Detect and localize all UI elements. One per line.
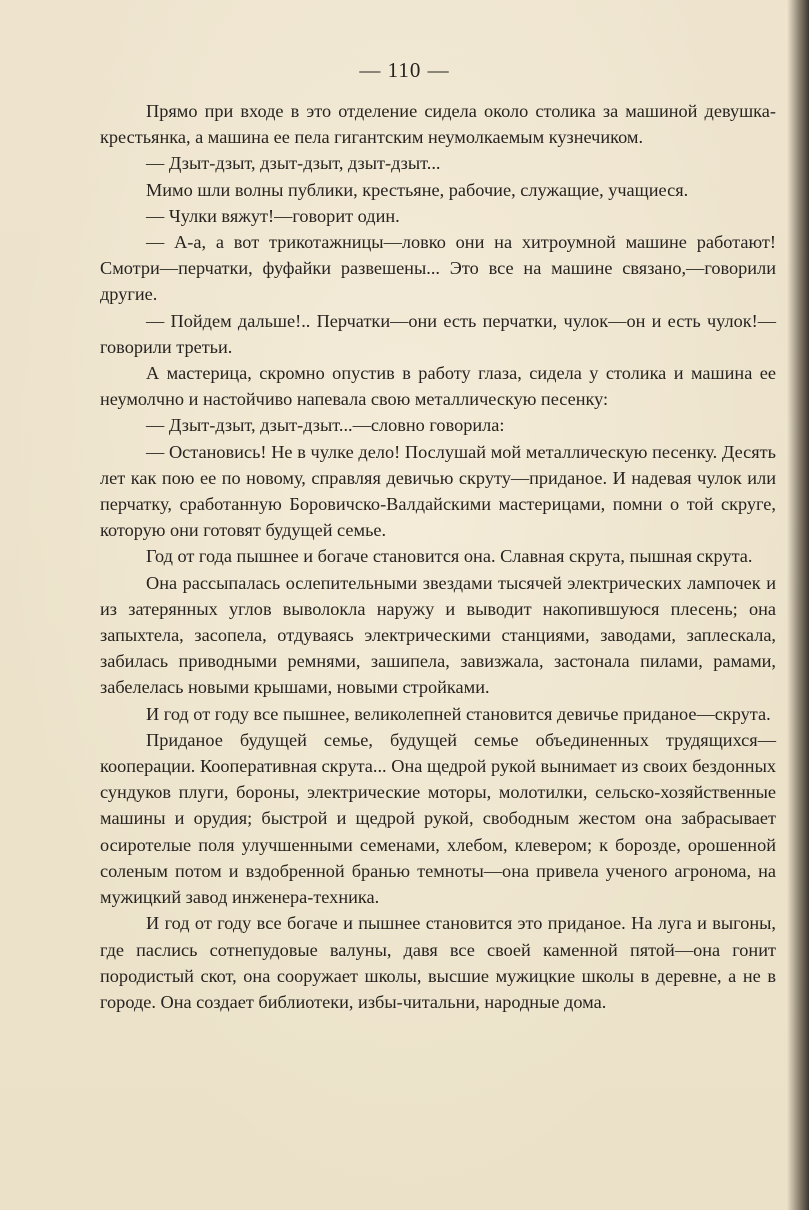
paragraph: А мастерица, скромно опустив в работу глаза, сидела у столика и машина ее неумолчно и настойчиво напевала свою металлическую песенку: [100, 363, 776, 410]
paragraph: — А-а, а вот трикотажницы—ловко они на хитроумной машине работают! Смотри—перчатки, фуфайки развешены... Это все на машине связано,—говорили другие. [100, 232, 776, 305]
paragraph: — Дзыт-дзыт, дзыт-дзыт, дзыт-дзыт... [146, 153, 441, 174]
paragraph: — Дзыт-дзыт, дзыт-дзыт...—словно говорила: [146, 415, 505, 436]
paragraph: Мимо шли волны публики, крестьяне, рабочие, служащие, учащиеся. [146, 179, 689, 200]
paragraph: Приданое будущей семье, будущей семье объединенных трудящихся—кооперации. Кооперативная скрута... Она щедрой рукой вынимает из своих бездонных сундуков плуги, бороны, электрические моторы, молотилки, сельско-хозяйственные машины и орудия; быстрой и щедрой рукой, свободным жестом она забрасывает осиротелые поля улучшенными семенами, хлебом, клевером; к борозде, орошенной соленым потом и вздобренной бранью темноты—она привела ученого агронома, на мужицкий завод инженера-техника. [100, 729, 776, 908]
paragraph: Прямо при входе в это отделение сидела около столика за машиной девушка-крестьянка, а машина ее пела гигантским неумолкаемым кузнечиком. [100, 101, 776, 148]
paragraph: — Пойдем дальше!.. Перчатки—они есть перчатки, чулок—он и есть чулок!—говорили третьи. [100, 310, 776, 357]
paragraph: Она рассыпалась ослепительными звездами тысячей электрических лампочек и из затерянных углов выволокла наружу и выводит накопившуюся плесень; она запыхтела, засопела, отдуваясь электрическими станциями, заводами, заплескала, забилась приводными ремнями, зашипела, завизжала, застонала пилами, рамами, забелелась новыми крышами, новыми стройками. [100, 572, 776, 698]
paragraph: Год от года пышнее и богаче становится она. Славная скрута, пышная скрута. [146, 546, 753, 567]
paragraph: И год от году все пышнее, великолепней становится девичье приданое—скрута. [146, 703, 771, 724]
paragraph: — Чулки вяжут!—говорит один. [146, 205, 400, 226]
paragraph: — Остановись! Не в чулке дело! Послушай мой металлическую песенку. Десять лет как пою ее по новому, справляя девичью скруту—приданое. И надевая чулок или перчатку, сработанную Боровичско-Валдайскими мастерицами, помни о той скруге, которую они готовят будущей семье. [100, 441, 776, 541]
page-number: — 110 — [359, 58, 450, 82]
body-text [100, 98, 776, 1015]
paragraph: И год от году все богаче и пышнее становится это приданое. На луга и выгоны, где паслись сотнепудовые валуны, давя все своей каменной пятой—она гонит породистый скот, она сооружает школы, высшие мужицкие школы в деревне, а не в городе. Она создает библиотеки, избы-читальни, народные дома. [100, 913, 776, 1012]
page-edge-shadow [787, 0, 809, 1210]
